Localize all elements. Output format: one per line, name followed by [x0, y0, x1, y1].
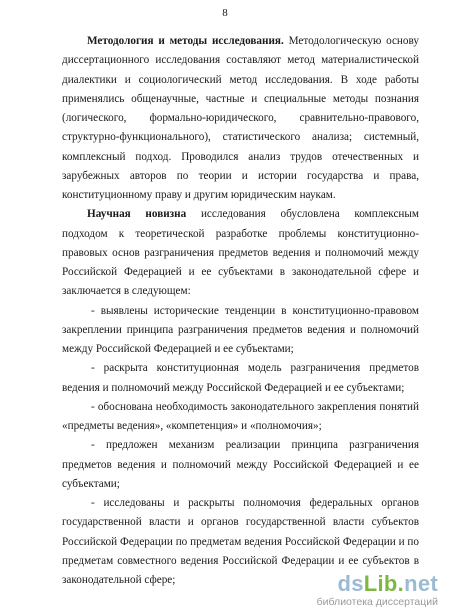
list-item: - обоснована необходимость законодательного закрепления понятий «предметы ведения», «компетенция» и «полномочия»; — [62, 400, 419, 432]
logo-net: net — [404, 571, 438, 596]
logo-lib: Lib — [363, 571, 398, 596]
dslib-watermark — [317, 572, 438, 608]
logo-dot: . — [397, 571, 405, 596]
methodology-text: Методологическую основу диссертационного исследования составляют метод материалистической диалектики и социологический метод исследования. В ходе работы применялись общенаучные, частные и специальные методы познания (логического, формально-юридического, сравнительно-правового, структурно-функционального), статистического анализа; системный, комплексный подход. Проводился анализ трудов отечественных и зарубежных авторов по теории и истории государства и права, конституционному праву и другим юридическим наукам. — [62, 35, 419, 201]
list-item: - исследованы и раскрыты полномочия федеральных органов государственной власти и органов государственной власти субъектов Российской Федерации по предметам ведения Российской Федерации и по предметам совместного ведения Российской Федерации и ее субъектов в законодательной сфере; — [62, 497, 419, 586]
novelty-paragraph — [62, 205, 419, 301]
watermark-subtitle: библиотека диссертаций — [316, 596, 438, 608]
novelty-heading: Научная новизна — [87, 208, 187, 221]
novelty-text: исследования обусловлена комплексным подходом к теоретической разработке проблемы конституционно-правовых основ разграничения предметов ведения и полномочий между Российской Федерацией и ее субъектами в законодательной сфере и заключается в следующем: — [62, 208, 420, 298]
list-item: - раскрыта конституционная модель разграничения предметов ведения и полномочий между Российской Федерацией и ее субъектами; — [62, 362, 419, 394]
dslib-logo — [317, 572, 438, 596]
list-item: - выявлены исторические тенденции в конституционно-правовом закреплении принципа разграничения предметов ведения и полномочий между Российской Федерацией и ее субъектами; — [62, 304, 419, 355]
logo-ds: ds — [337, 571, 364, 596]
methodology-heading: Методология и методы исследования. — [87, 35, 284, 47]
methodology-paragraph — [62, 32, 419, 205]
document-body — [62, 32, 419, 590]
page-number: 8 — [222, 7, 228, 19]
list-item: - предложен механизм реализации принципа разграничения предметов ведения и полномочий между Российской Федерацией и ее субъектами; — [62, 439, 419, 490]
